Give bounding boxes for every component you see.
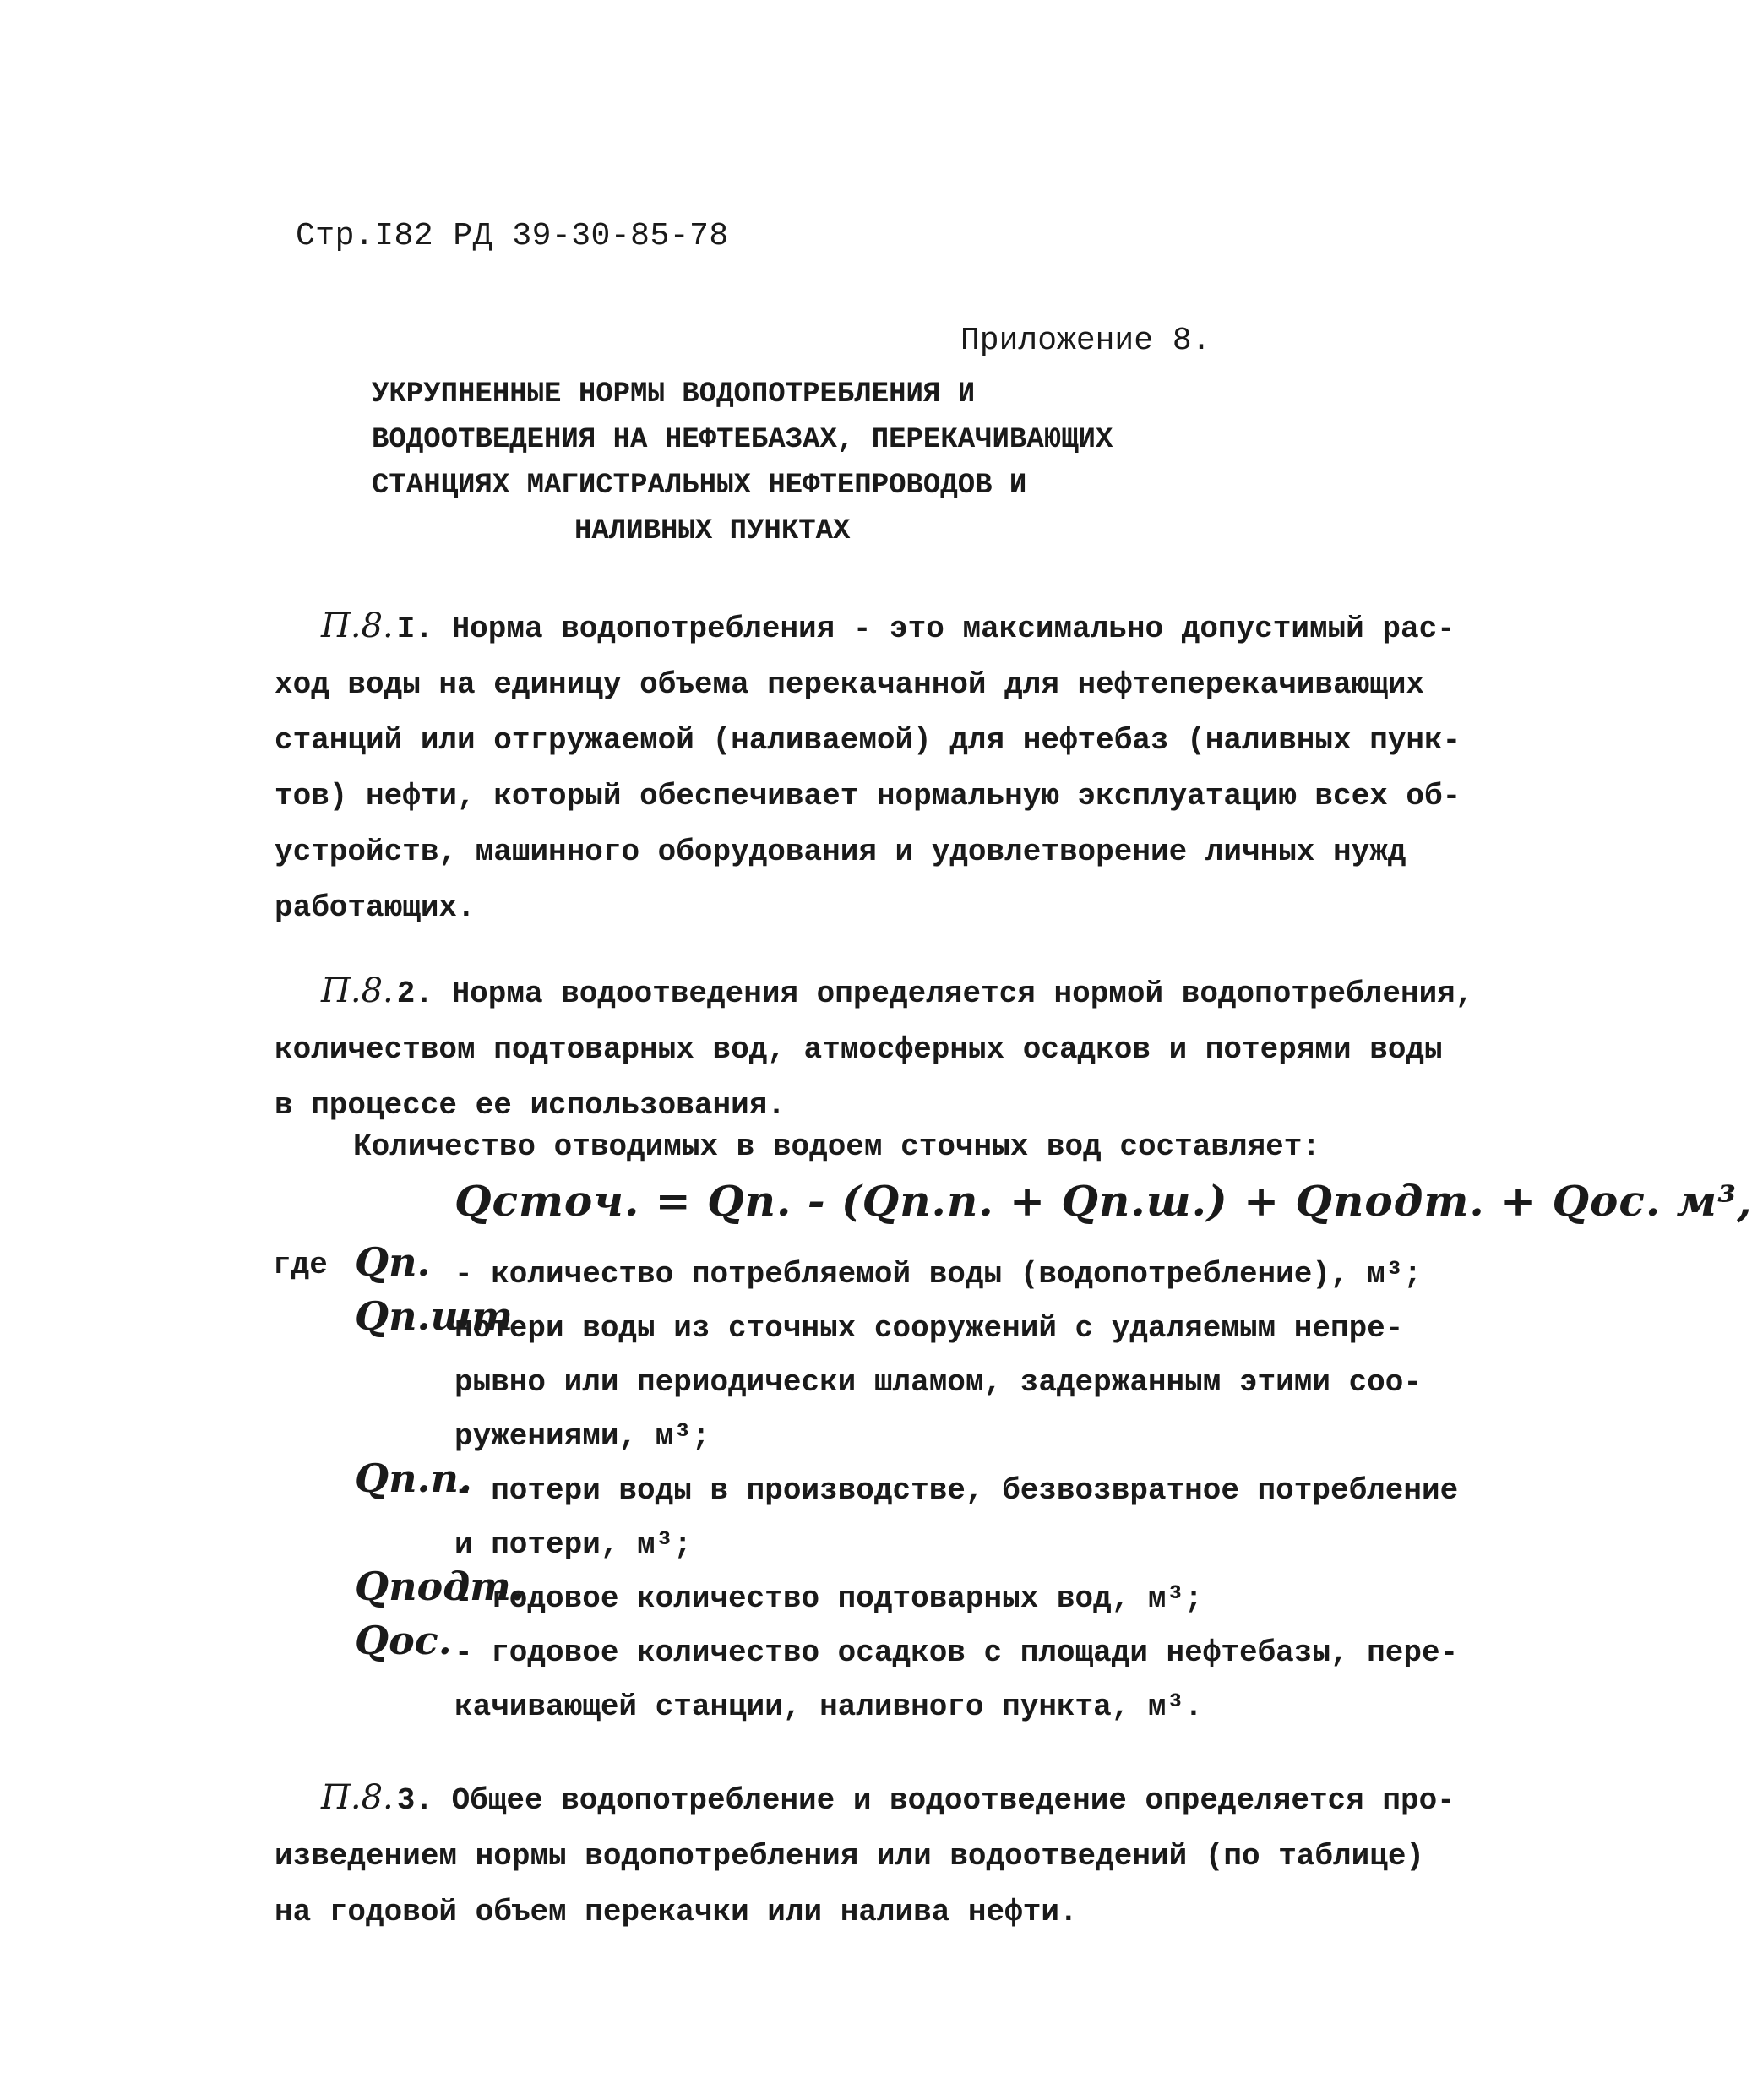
definition-line: качивающей станции, наливного пункта, м³. (454, 1689, 1203, 1724)
where-label: где (273, 1248, 328, 1282)
paragraph-line: тов) нефти, который обеспечивает нормальную эксплуатацию всех об- (275, 779, 1461, 813)
paragraph-line: изведением нормы водопотребления или водоотведений (по таблице) (275, 1839, 1425, 1874)
formula-intro: Количество отводимых в водоем сточных вод составляет: (353, 1129, 1320, 1164)
title-line: ВОДООТВЕДЕНИЯ НА НЕФТЕБАЗАХ, ПЕРЕКАЧИВАЮЩИХ (372, 424, 1113, 456)
paragraph-line: устройств, машинного оборудования и удовлетворение личных нужд (275, 835, 1406, 869)
definition-line: и потери, м³; (454, 1527, 692, 1562)
definition-symbol: Qп.п. (355, 1455, 472, 1501)
definition-line: - потери воды в производстве, безвозвратное потребление (454, 1473, 1459, 1508)
paragraph-line: на годовой объем перекачки или налива нефти. (275, 1895, 1078, 1929)
paragraph-line: 2. Норма водоотведения определяется нормой водопотребления, (396, 977, 1474, 1011)
appendix-label: Приложение 8. (960, 323, 1211, 359)
paragraph-mark: П.8. (321, 971, 394, 1010)
definition-line: - годовое количество осадков с площади нефтебазы, пере- (454, 1635, 1459, 1670)
title-line: УКРУПНЕННЫЕ НОРМЫ ВОДОПОТРЕБЛЕНИЯ И (372, 378, 976, 411)
document-title (372, 372, 1183, 554)
wastewater-formula: Qсточ. = Qп. - (Qп.п. + Qп.ш.) + Qподт. + Qос. м³, (454, 1176, 1752, 1226)
paragraph-mark: П.8. (321, 607, 394, 645)
definition-symbol: Qподт. (355, 1564, 525, 1609)
paragraph-mark: П.8. (321, 1778, 394, 1817)
paragraph-line: станций или отгружаемой (наливаемой) для нефтебаз (наливных пунк- (275, 723, 1461, 758)
definition-line: рывно или периодически шламом, задержанным этими соо- (454, 1365, 1422, 1400)
definition-line: - годовое количество подтоварных вод, м³; (454, 1581, 1203, 1616)
paragraph-line: I. Норма водопотребления - это максимально допустимый рас- (396, 612, 1455, 646)
definition-symbol: Qп. (355, 1239, 431, 1285)
definition-line: потери воды из сточных сооружений с удаляемым непре- (454, 1311, 1404, 1346)
document-id: Стр.I82 РД 39-30-85-78 (296, 218, 729, 254)
definition-symbol: Qп.шт (355, 1293, 513, 1339)
paragraph-8-2 (275, 963, 1474, 1134)
paragraph-line: 3. Общее водопотребление и водоотведение определяется про- (396, 1783, 1455, 1818)
paragraph-8-1 (275, 598, 1461, 936)
paragraph-line: количеством подтоварных вод, атмосферных осадков и потерями воды (275, 1032, 1443, 1067)
paragraph-line: в процессе ее использования. (275, 1088, 786, 1123)
paragraph-line: ход воды на единицу объема перекачанной для нефтеперекачивающих (275, 667, 1425, 702)
title-line: НАЛИВНЫХ ПУНКТАХ (574, 515, 851, 547)
definition-line: ружениями, м³; (454, 1419, 710, 1454)
paragraph-line: работающих. (275, 890, 476, 925)
title-line: СТАНЦИЯХ МАГИСТРАЛЬНЫХ НЕФТЕПРОВОДОВ И (372, 470, 1027, 502)
paragraph-8-3 (275, 1770, 1455, 1940)
definition-symbol: Qос. (355, 1618, 452, 1663)
definition-line: - количество потребляемой воды (водопотребление), м³; (454, 1257, 1422, 1292)
